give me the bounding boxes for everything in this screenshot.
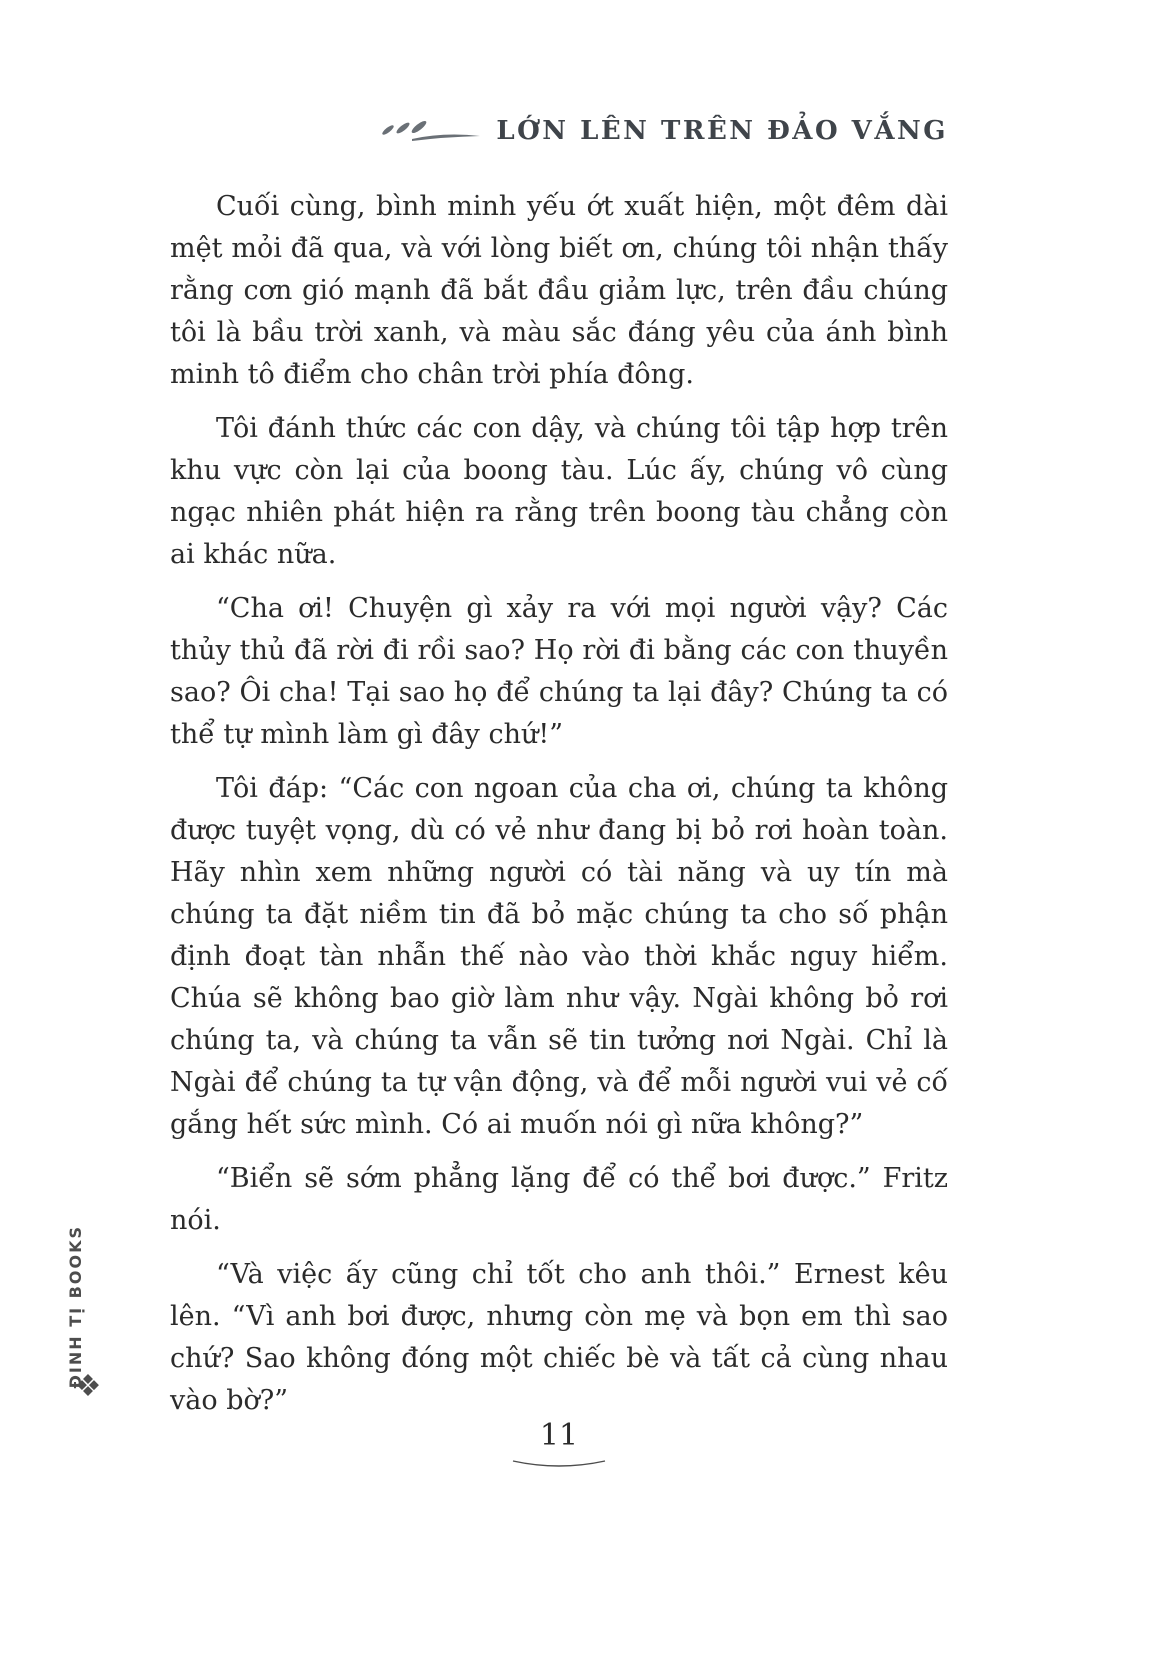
publisher-name: ĐINH TỊ BOOKS: [66, 1225, 85, 1389]
body-paragraph: Cuối cùng, bình minh yếu ớt xuất hiện, một đêm dài mệt mỏi đã qua, và với lòng biết ơn, chúng tôi nhận thấy rằng cơn gió mạnh đã bắt đầu giảm lực, trên đầu chúng tôi là bầu trời xanh, và màu sắc đáng yêu của ánh bình minh tô điểm cho chân trời phía đông.: [170, 191, 948, 390]
page-header-title: LỚN LÊN TRÊN ĐẢO VẮNG: [496, 116, 948, 146]
page-header: [170, 112, 948, 150]
body-paragraph: “Cha ơi! Chuyện gì xảy ra với mọi người vậy? Các thủy thủ đã rời đi rồi sao? Họ rời đi bằng các con thuyền sao? Ôi cha! Tại sao họ để chúng ta lại đây? Chúng ta có thể tự mình làm gì đây chứ!”: [170, 593, 948, 750]
header-flourish-icon: [378, 118, 482, 150]
body-paragraph: “Biển sẽ sớm phẳng lặng để có thể bơi được.” Fritz nói.: [170, 1163, 948, 1236]
body-text: [170, 186, 948, 1434]
footer-flourish-icon: [170, 1457, 948, 1476]
publisher-mark: [66, 1225, 85, 1389]
page-number: 11: [539, 1418, 579, 1453]
body-paragraph: Tôi đáp: “Các con ngoan của cha ơi, chúng ta không được tuyệt vọng, dù có vẻ như đang bị bỏ rơi hoàn toàn. Hãy nhìn xem những người có tài năng và uy tín mà chúng ta đặt niềm tin đã bỏ mặc chúng ta cho số phận định đoạt tàn nhẫn thế nào vào thời khắc nguy hiểm. Chúa sẽ không bao giờ làm như vậy. Ngài không bỏ rơi chúng ta, và chúng ta vẫn sẽ tin tưởng nơi Ngài. Chỉ là Ngài để chúng ta tự vận động, và để mỗi người vui vẻ cố gắng hết sức mình. Có ai muốn nói gì nữa không?”: [170, 773, 948, 1140]
page-footer: [170, 1418, 948, 1476]
body-paragraph: Tôi đánh thức các con dậy, và chúng tôi tập hợp trên khu vực còn lại của boong tàu. Lúc ấy, chúng vô cùng ngạc nhiên phát hiện ra rằng trên boong tàu chẳng còn ai khác nữa.: [170, 413, 948, 570]
publisher-logo-icon: ❖: [74, 1369, 102, 1404]
body-paragraph: “Và việc ấy cũng chỉ tốt cho anh thôi.” Ernest kêu lên. “Vì anh bơi được, nhưng còn mẹ và bọn em thì sao chứ? Sao không đóng một chiếc bè và tất cả cùng nhau vào bờ?”: [170, 1259, 948, 1416]
